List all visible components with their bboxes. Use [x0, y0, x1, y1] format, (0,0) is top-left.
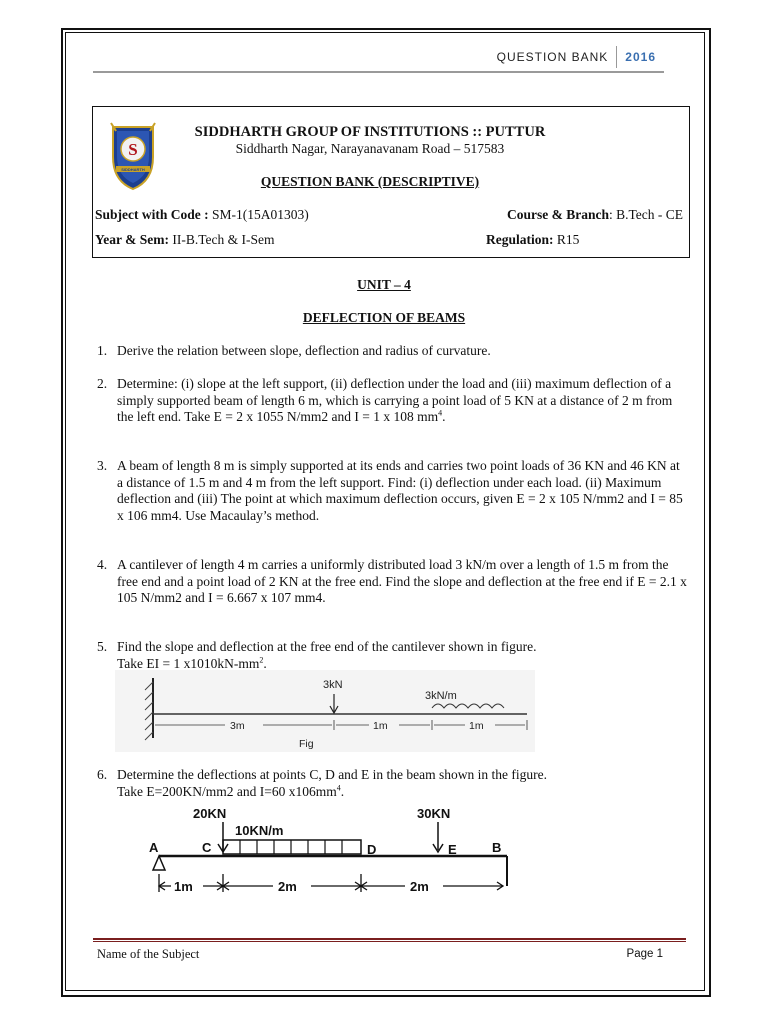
year-value: II-B.Tech & I-Sem: [168, 232, 275, 247]
beam-figure: [145, 804, 525, 900]
udl-label: 10KN/m: [235, 823, 284, 838]
question-text: A cantilever of length 4 m carries a uniformly distributed load 3 kN/m over a length of 1.5 m from the free end and a point load of 2 KN at the free end. Find the slope and deflection at the free end if E = 2.1 x 105 N/mm2 and I = 6.667 x 107 mm4.: [117, 557, 687, 605]
running-header: [497, 46, 656, 68]
header-rule: [93, 71, 664, 73]
question-2: [97, 376, 687, 426]
cantilever-figure: [115, 670, 535, 752]
span-label-2: 1m: [373, 720, 388, 732]
question-1: [97, 343, 687, 360]
institution-name: SIDDHARTH GROUP OF INSTITUTIONS :: PUTTUR: [194, 124, 546, 140]
course-label: Course & Branch: [506, 207, 609, 222]
point-load-label: 3kN: [323, 679, 343, 691]
regulation-value: R15: [553, 232, 580, 247]
load-label-2: 30KN: [417, 806, 451, 821]
question-given: Take EI = 1 $x1010kN-mm^2$.: [117, 655, 267, 671]
footer-rule-thin: [93, 941, 686, 942]
question-given: Take E=200KN/mm2 and I=60 $x106mm^4$.: [117, 783, 345, 799]
span-label-2: 2m: [278, 879, 297, 894]
header-year: 2016: [625, 50, 656, 64]
question-text: Derive the relation between slope, deflection and radius of curvature.: [117, 343, 491, 358]
question-number: 6.: [97, 767, 108, 782]
subject-line: [95, 207, 309, 223]
topic-heading: DEFLECTION OF BEAMS: [302, 310, 466, 325]
logo-letter: S: [128, 140, 138, 159]
subject-value: SM-1(15A01303): [208, 207, 309, 222]
question-6: [97, 767, 687, 800]
span-label-3: 1m: [469, 720, 484, 732]
question-5: [97, 639, 687, 672]
question-number: 5.: [97, 639, 108, 654]
question-3: [97, 458, 687, 524]
year-line: [95, 232, 275, 248]
logo-text: SIDDHARTH: [121, 167, 145, 172]
footer-page: Page 1: [626, 948, 663, 960]
unit-heading: UNIT – 4: [357, 277, 411, 292]
footer-rule: [93, 938, 686, 940]
regulation-label: Regulation:: [486, 232, 554, 247]
span-label-3: 2m: [410, 879, 429, 894]
course-value: : B.Tech - CE: [608, 207, 683, 222]
question-number: 3.: [97, 458, 108, 473]
span-label-1: 3m: [230, 720, 245, 732]
span-label-1: 1m: [174, 879, 193, 894]
course-line: [507, 207, 683, 223]
institution-logo: [108, 119, 158, 191]
point-label-b: B: [492, 840, 502, 855]
footer-subject: Name of the Subject: [97, 947, 200, 961]
year-label: Year & Sem:: [95, 232, 169, 247]
point-label-c: C: [202, 840, 212, 855]
question-text: A beam of length 8 m is simply supported at its ends and carries two point loads of 36 KN and 46 KN at a distance of 1.5 m and 4 m from the left support. Find: (i) deflection under each load. (ii) Maximum deflection and (iii) The point at which maximum deflection occurs, given E = 2 x 105 N/mm2 and I = 85 x 106 mm4. Use Macaulay’s method.: [117, 458, 683, 523]
header-label: QUESTION BANK: [496, 50, 609, 64]
institution-address: Siddharth Nagar, Narayanavanam Road – 517583: [235, 141, 505, 156]
question-number: 1.: [97, 343, 108, 358]
regulation-line: [486, 232, 579, 248]
question-text: Find the slope and deflection at the free end of the cantilever shown in figure.: [117, 639, 537, 654]
figure-caption: Fig: [299, 738, 314, 750]
question-text: Determine the deflections at points C, D and E in the beam shown in the figure.: [117, 767, 548, 782]
question-text: Determine: (i) slope at the left support, (ii) deflection under the load and (iii) maximum deflection of a simply supported beam of length 6 m, which is carrying a point load of 5 KN at a distance of 2 m from the left end. Take E = 2 x 1055 N/mm2 and I = 1 x 108 $mm^4$.: [117, 376, 673, 424]
document-title: QUESTION BANK (DESCRIPTIVE): [260, 174, 480, 189]
question-number: 4.: [97, 557, 108, 572]
question-number: 2.: [97, 376, 108, 391]
load-label-1: 20KN: [193, 806, 227, 821]
point-label-d: D: [367, 842, 377, 857]
subject-label: Subject with Code :: [95, 207, 209, 222]
udl-label: 3kN/m: [425, 690, 457, 702]
question-4: [97, 557, 687, 607]
point-label-a: A: [149, 840, 159, 855]
point-label-e: E: [448, 842, 457, 857]
